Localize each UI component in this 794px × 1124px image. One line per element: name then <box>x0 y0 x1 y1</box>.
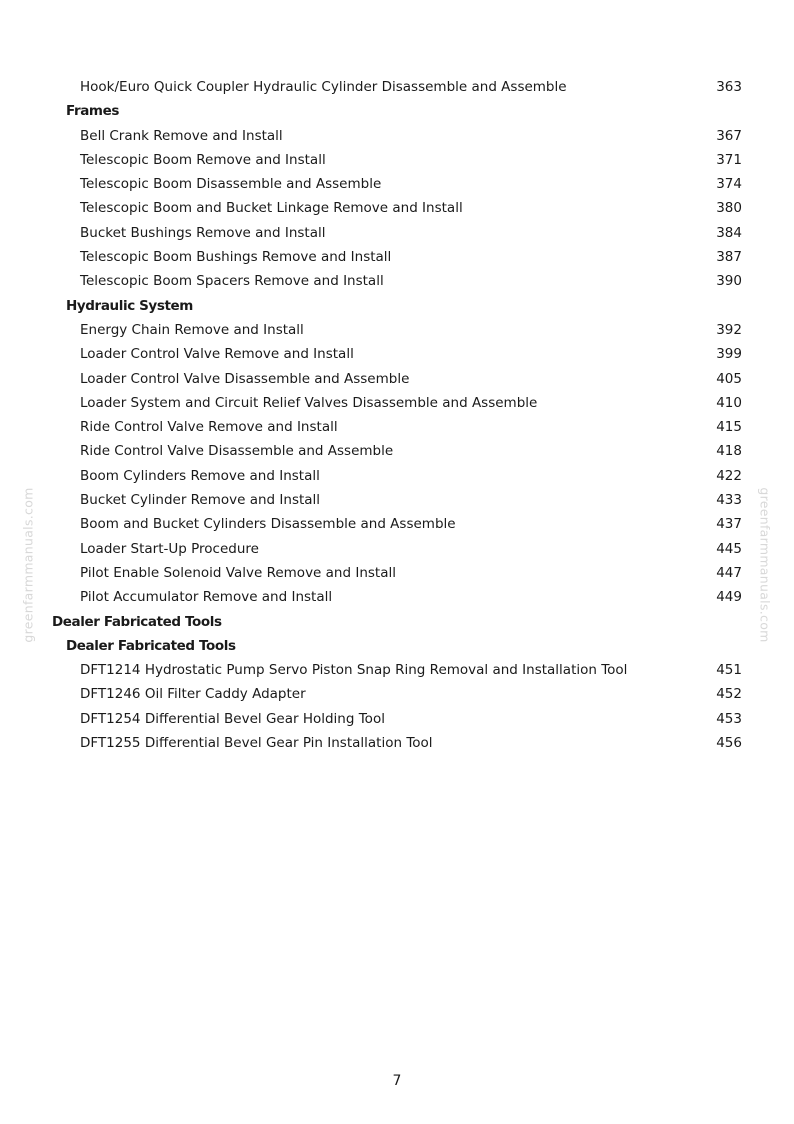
toc-entry-title: Pilot Enable Solenoid Valve Remove and Install <box>80 564 396 581</box>
toc-entry-page-number: 418 <box>716 443 742 460</box>
toc-entry-title: Hook/Euro Quick Coupler Hydraulic Cylinder Disassemble and Assemble <box>80 79 567 95</box>
toc-entry[interactable] <box>0 731 794 755</box>
toc-entry[interactable] <box>0 464 794 488</box>
toc-entry-title: Boom Cylinders Remove and Install <box>80 467 320 484</box>
toc-entry[interactable] <box>0 318 794 342</box>
toc-entry-page-number: 384 <box>716 224 742 241</box>
toc-entry-page-number: 392 <box>716 321 742 338</box>
toc-entry-title: Ride Control Valve Disassemble and Assemble <box>80 443 394 460</box>
toc-entry-title: Bucket Bushings Remove and Install <box>80 224 326 241</box>
toc-entry-title: Telescopic Boom Remove and Install <box>80 151 326 168</box>
toc-entry-title: Dealer Fabricated Tools <box>66 637 236 654</box>
toc-entry-title: Dealer Fabricated Tools <box>52 613 222 630</box>
toc-entry[interactable] <box>0 488 794 512</box>
toc-entry-page-number: 433 <box>716 492 742 509</box>
toc-entry-title: Bell Crank Remove and Install <box>80 127 283 144</box>
toc-entry-page-number: 380 <box>716 200 742 217</box>
toc-entry-page-number: 415 <box>716 419 742 436</box>
toc-entry-page-number: 387 <box>716 249 742 266</box>
toc-entry[interactable] <box>0 148 794 172</box>
toc-entry-page-number: 447 <box>716 564 742 581</box>
toc-entry-page-number: 422 <box>716 467 742 484</box>
toc-entry[interactable] <box>0 172 794 196</box>
toc-entry[interactable] <box>0 585 794 609</box>
toc-chapter-heading <box>0 610 794 634</box>
toc-entry[interactable] <box>0 561 794 585</box>
toc-entry-page-number: 453 <box>716 710 742 727</box>
toc-entry-page-number: 399 <box>716 346 742 363</box>
toc-entry-title: Frames <box>66 103 119 120</box>
page-number: 7 <box>392 1073 402 1089</box>
toc-entry-title: Bucket Cylinder Remove and Install <box>80 492 321 509</box>
toc-entry-title: Pilot Accumulator Remove and Install <box>80 589 333 606</box>
toc-entry[interactable] <box>0 75 794 99</box>
toc-entry-page-number: 405 <box>716 370 742 387</box>
toc-entry-title: DFT1255 Differential Bevel Gear Pin Installation Tool <box>80 735 433 752</box>
toc-entry[interactable] <box>0 124 794 148</box>
toc-entry-title: Loader Start-Up Procedure <box>80 540 259 557</box>
toc-entry-page-number: 410 <box>716 394 742 411</box>
toc-entry-page-number: 363 <box>716 79 742 95</box>
toc-entry-title: Telescopic Boom Bushings Remove and Install <box>80 249 392 266</box>
toc-entry-title: DFT1254 Differential Bevel Gear Holding Tool <box>80 710 385 727</box>
watermark-right: greenfarmmanuals.com <box>757 487 773 643</box>
toc-entry[interactable] <box>0 537 794 561</box>
toc-entry-page-number: 367 <box>716 127 742 144</box>
toc-entry-page-number: 456 <box>716 735 742 752</box>
toc-entry[interactable] <box>0 512 794 536</box>
toc-entry[interactable] <box>0 439 794 463</box>
table-of-contents <box>0 75 794 755</box>
toc-entry-page-number: 374 <box>716 176 742 193</box>
toc-entry-title: Ride Control Valve Remove and Install <box>80 419 338 436</box>
toc-entry[interactable] <box>0 342 794 366</box>
toc-entry-title: Telescopic Boom Spacers Remove and Install <box>80 273 384 290</box>
toc-entry[interactable] <box>0 367 794 391</box>
toc-entry[interactable] <box>0 391 794 415</box>
toc-entry-page-number: 371 <box>716 151 742 168</box>
toc-entry[interactable] <box>0 196 794 220</box>
toc-entry-title: Loader Control Valve Disassemble and Assemble <box>80 370 410 387</box>
toc-entry-title: DFT1214 Hydrostatic Pump Servo Piston Snap Ring Removal and Installation Tool <box>80 662 628 679</box>
toc-entry-page-number: 451 <box>716 662 742 679</box>
toc-section-heading <box>0 99 794 123</box>
toc-entry-title: Hydraulic System <box>66 297 193 314</box>
toc-entry[interactable] <box>0 415 794 439</box>
toc-entry-title: Boom and Bucket Cylinders Disassemble and Assemble <box>80 516 456 533</box>
toc-entry[interactable] <box>0 221 794 245</box>
toc-entry-page-number: 390 <box>716 273 742 290</box>
toc-entry-page-number: 452 <box>716 686 742 703</box>
watermark-left: greenfarmmanuals.com <box>20 487 36 643</box>
toc-entry[interactable] <box>0 269 794 293</box>
toc-section-heading <box>0 294 794 318</box>
toc-section-heading <box>0 634 794 658</box>
toc-entry-title: Loader System and Circuit Relief Valves Disassemble and Assemble <box>80 394 538 411</box>
toc-entry-page-number: 437 <box>716 516 742 533</box>
toc-entry-title: DFT1246 Oil Filter Caddy Adapter <box>80 686 306 703</box>
toc-entry-page-number: 449 <box>716 589 742 606</box>
toc-entry[interactable] <box>0 707 794 731</box>
toc-entry[interactable] <box>0 658 794 682</box>
toc-entry-title: Telescopic Boom Disassemble and Assemble <box>80 176 382 193</box>
toc-entry-page-number: 445 <box>716 540 742 557</box>
toc-entry[interactable] <box>0 245 794 269</box>
toc-entry-title: Energy Chain Remove and Install <box>80 321 304 338</box>
toc-entry-title: Loader Control Valve Remove and Install <box>80 346 354 363</box>
toc-entry-title: Telescopic Boom and Bucket Linkage Remove and Install <box>80 200 463 217</box>
toc-entry[interactable] <box>0 682 794 706</box>
